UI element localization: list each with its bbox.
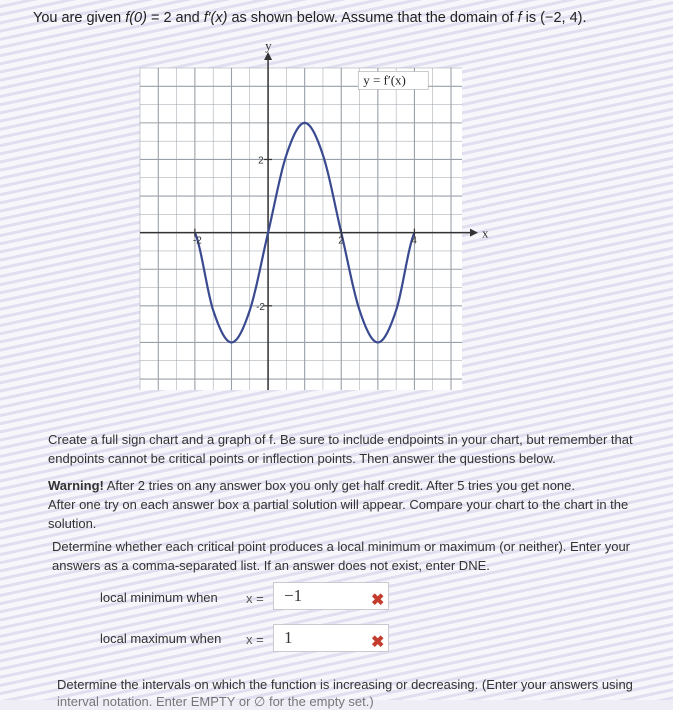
local-min-label: local minimum when xyxy=(100,590,218,605)
local-min-wrong-icon: ✖ xyxy=(371,592,385,609)
intervals-instructions-cont: interval notation. Enter EMPTY or ∅ for the empty set.) xyxy=(57,694,374,709)
question-mid: as shown below. Assume that the domain of xyxy=(227,10,518,26)
tick-label-y-2: 2 xyxy=(258,155,264,167)
partial-solution-note: After one try on each answer box a partial solution will appear. Compare your chart to the chart in the solution. xyxy=(48,496,629,531)
tick-label-x-neg2: -2 xyxy=(192,235,202,247)
warning-label: Warning! xyxy=(48,478,104,493)
tick-label-x-4: 4 xyxy=(411,235,417,247)
question-prefix: You are given xyxy=(33,10,126,26)
question-title xyxy=(33,10,587,26)
derivative-graph xyxy=(136,44,496,414)
question-suffix: is (−2, 4). xyxy=(521,10,587,26)
local-min-input[interactable]: −1 xyxy=(273,582,389,610)
warning-paragraph xyxy=(48,477,668,534)
local-max-input[interactable]: 1 xyxy=(273,624,389,652)
curve-label: y = f′(x) xyxy=(363,72,406,88)
y-axis-arrow xyxy=(264,52,272,60)
y-axis-label: y xyxy=(265,44,272,53)
warning-text: After 2 tries on any answer box you only get half credit. After 5 tries you get none. xyxy=(103,478,575,493)
critical-point-instructions: Determine whether each critical point produces a local minimum or maximum (or neither). Enter your answers as a comma-separated list. If an answer does not exist, enter DNE. xyxy=(52,539,630,573)
local-min-x-equals: x = xyxy=(246,591,264,606)
question-fprime: f′(x) xyxy=(203,10,228,26)
question-eq1: = 2 and xyxy=(146,10,204,26)
sign-chart-instructions: Create a full sign chart and a graph of f. Be sure to include endpoints in your chart, but remember that endpoints cannot be critical points or inflection points. Then answer the questions below. xyxy=(48,432,633,466)
question-f0: f(0) xyxy=(125,10,147,26)
question-f: f xyxy=(517,10,522,26)
local-max-label: local maximum when xyxy=(100,631,222,646)
tick-label-x-2: 2 xyxy=(338,235,344,247)
graph-svg xyxy=(136,44,496,414)
local-max-x-equals: x = xyxy=(246,632,264,647)
x-axis-arrow xyxy=(470,229,478,237)
graph-background xyxy=(140,68,462,390)
local-max-wrong-icon: ✖ xyxy=(371,634,385,651)
tick-label-y-neg2: -2 xyxy=(256,301,265,313)
x-axis-label: x xyxy=(482,225,489,241)
intervals-instructions: Determine the intervals on which the function is increasing or decreasing. (Enter your answers using xyxy=(57,677,633,692)
